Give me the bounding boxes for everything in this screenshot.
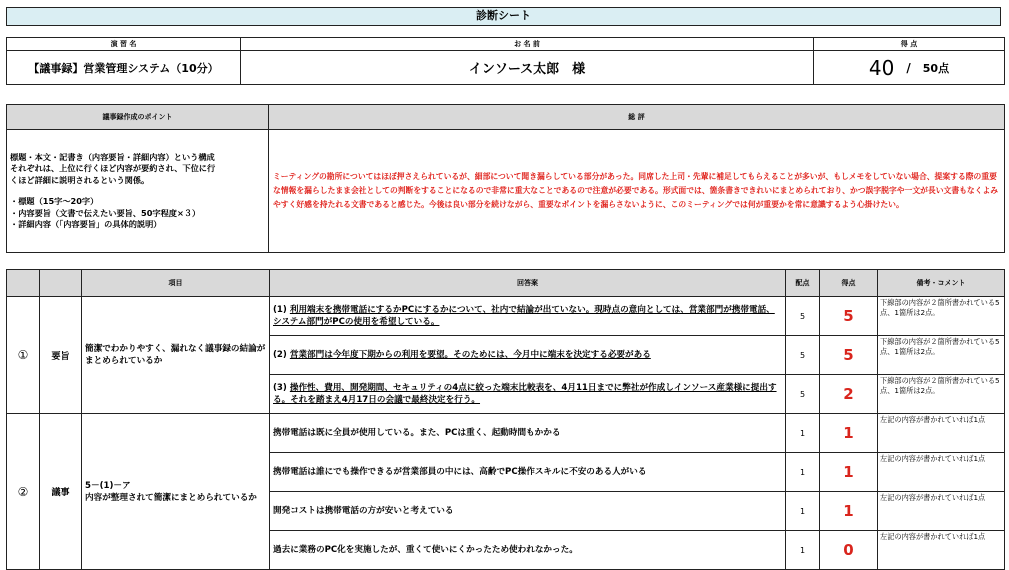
header-alloc: 配点 [786,270,820,297]
note-cell: 左記の内容が書かれていれば1点 [878,453,1005,492]
note-cell: 下線部の内容が２箇所書かれている5点、1箇所は2点。 [878,336,1005,375]
section-number: ① [7,297,40,414]
table-row [7,414,1005,453]
answer-cell: 開発コストは携帯電話の方が安いと考えている [270,492,786,531]
answer-text: 操作性、費用、開発期間、セキュリティの4点に絞った端末比較表を、4月11日までに弊社が作成しインソース産業様に提出する。それを踏まえ4月17日の会議で最終決定を行う。 [273,382,777,405]
answer-prefix: (2) [273,349,287,360]
comment-header: 総 評 [269,105,1005,130]
score-separator: / [906,60,911,75]
points-line: ・標題（15字～20字） [10,196,99,206]
note-cell: 左記の内容が書かれていれば1点 [878,492,1005,531]
points-line: ・内容要旨（文書で伝えたい要旨、50字程度×３） [10,207,201,218]
got-points: 1 [820,453,878,492]
section-question: 5－(1)－ア 内容が整理されて簡潔にまとめられているか [82,414,270,570]
note-cell: 下線部の内容が２箇所書かれている5点、1箇所は2点。 [878,297,1005,336]
points-content [7,130,269,253]
score-display [814,51,1005,85]
header-num [7,270,40,297]
points-line [10,186,265,196]
points-line: 標題・本文・記書き（内容要旨・詳細内容）という構成 [10,151,215,162]
header-answer: 回答案 [270,270,786,297]
name-label: お 名 前 [241,38,814,51]
answer-text: 営業部門は今年度下期からの利用を要望。そのためには、今月中に端末を決定する必要がある [289,349,651,360]
score-label: 得 点 [814,38,1005,51]
points-line: ・詳細内容（「内容要旨」の具体的説明） [10,219,162,229]
got-points: 0 [820,531,878,570]
got-points: 5 [820,336,878,375]
got-points: 5 [820,297,878,336]
score-value: 40 [868,55,895,80]
points-line: くほど詳細に説明されるという関係。 [10,174,150,185]
section-number: ② [7,414,40,570]
alloc-points: 5 [786,297,820,336]
answer-cell: 過去に業務のPC化を実施したが、重くて使いにくかったため使われなかった。 [270,531,786,570]
points-line: それぞれは、上位に行くほど内容が要約され、下位に行 [10,163,216,173]
header-note: 備考・コメント [878,270,1005,297]
answer-text: 利用端末を携帯電話にするかPCにするかについて、社内で結論が出ていない。現時点の意向としては、営業部門が携帯電話、システム部門がPCの使用を希望している。 [273,304,775,327]
answer-cell [270,297,786,336]
review-table [6,104,1005,253]
course-label: 演 習 名 [7,38,241,51]
alloc-points: 5 [786,336,820,375]
got-points: 1 [820,414,878,453]
header-got: 得点 [820,270,878,297]
score-max: 50点 [922,61,950,75]
note-cell: 下線部の内容が２箇所書かれている5点、1箇所は2点。 [878,375,1005,414]
got-points: 1 [820,492,878,531]
header-item-short [40,270,82,297]
sheet-title: 診断シート [6,7,1001,26]
alloc-points: 1 [786,492,820,531]
alloc-points: 1 [786,531,820,570]
note-cell: 左記の内容が書かれていれば1点 [878,531,1005,570]
points-header: 議事録作成のポイント [7,105,269,130]
answer-prefix: (1) [273,304,287,315]
section-item: 議事 [40,414,82,570]
alloc-points: 5 [786,375,820,414]
answer-cell: 携帯電話は既に全員が使用している。また、PCは重く、起動時間もかかる [270,414,786,453]
got-points: 2 [820,375,878,414]
answer-cell: 携帯電話は誰にでも操作できるが営業部員の中には、高齢でPC操作スキルに不安のある人がいる [270,453,786,492]
section-item: 要旨 [40,297,82,414]
note-cell: 左記の内容が書かれていれば1点 [878,414,1005,453]
header-item: 項目 [82,270,270,297]
alloc-points: 1 [786,453,820,492]
info-table [6,37,1005,85]
student-name: インソース太郎 様 [241,51,814,85]
alloc-points: 1 [786,414,820,453]
course-name: 【議事録】営業管理システム（10分） [7,51,241,85]
answer-cell [270,375,786,414]
grading-table [6,269,1005,570]
answer-cell [270,336,786,375]
general-comment: ミーティングの勘所についてはほぼ押さえられているが、細部について聞き漏らしている部分があった。同席した上司・先輩に補足してもらえることが多いが、もしメモをしていない場合、提案する際の重要な情報を漏らしたまま会社としての判断をすることになるので非常に重大なことであるので注意が必要である。形式面では、箇条書きできれいにまとめられており、かつ誤字脱字や一文が長い文書もなくよみやすく好感を持たれる文書であると感じた。今後は良い部分を続けながら、重要なポイントを漏らさないように、このミーティングでは何が重要かを常に意識するよう心掛けたい。 [269,130,1005,253]
table-row [7,297,1005,336]
section-question: 簡潔でわかりやすく、漏れなく議事録の結論がまとめられているか [82,297,270,414]
answer-prefix: (3) [273,382,287,393]
